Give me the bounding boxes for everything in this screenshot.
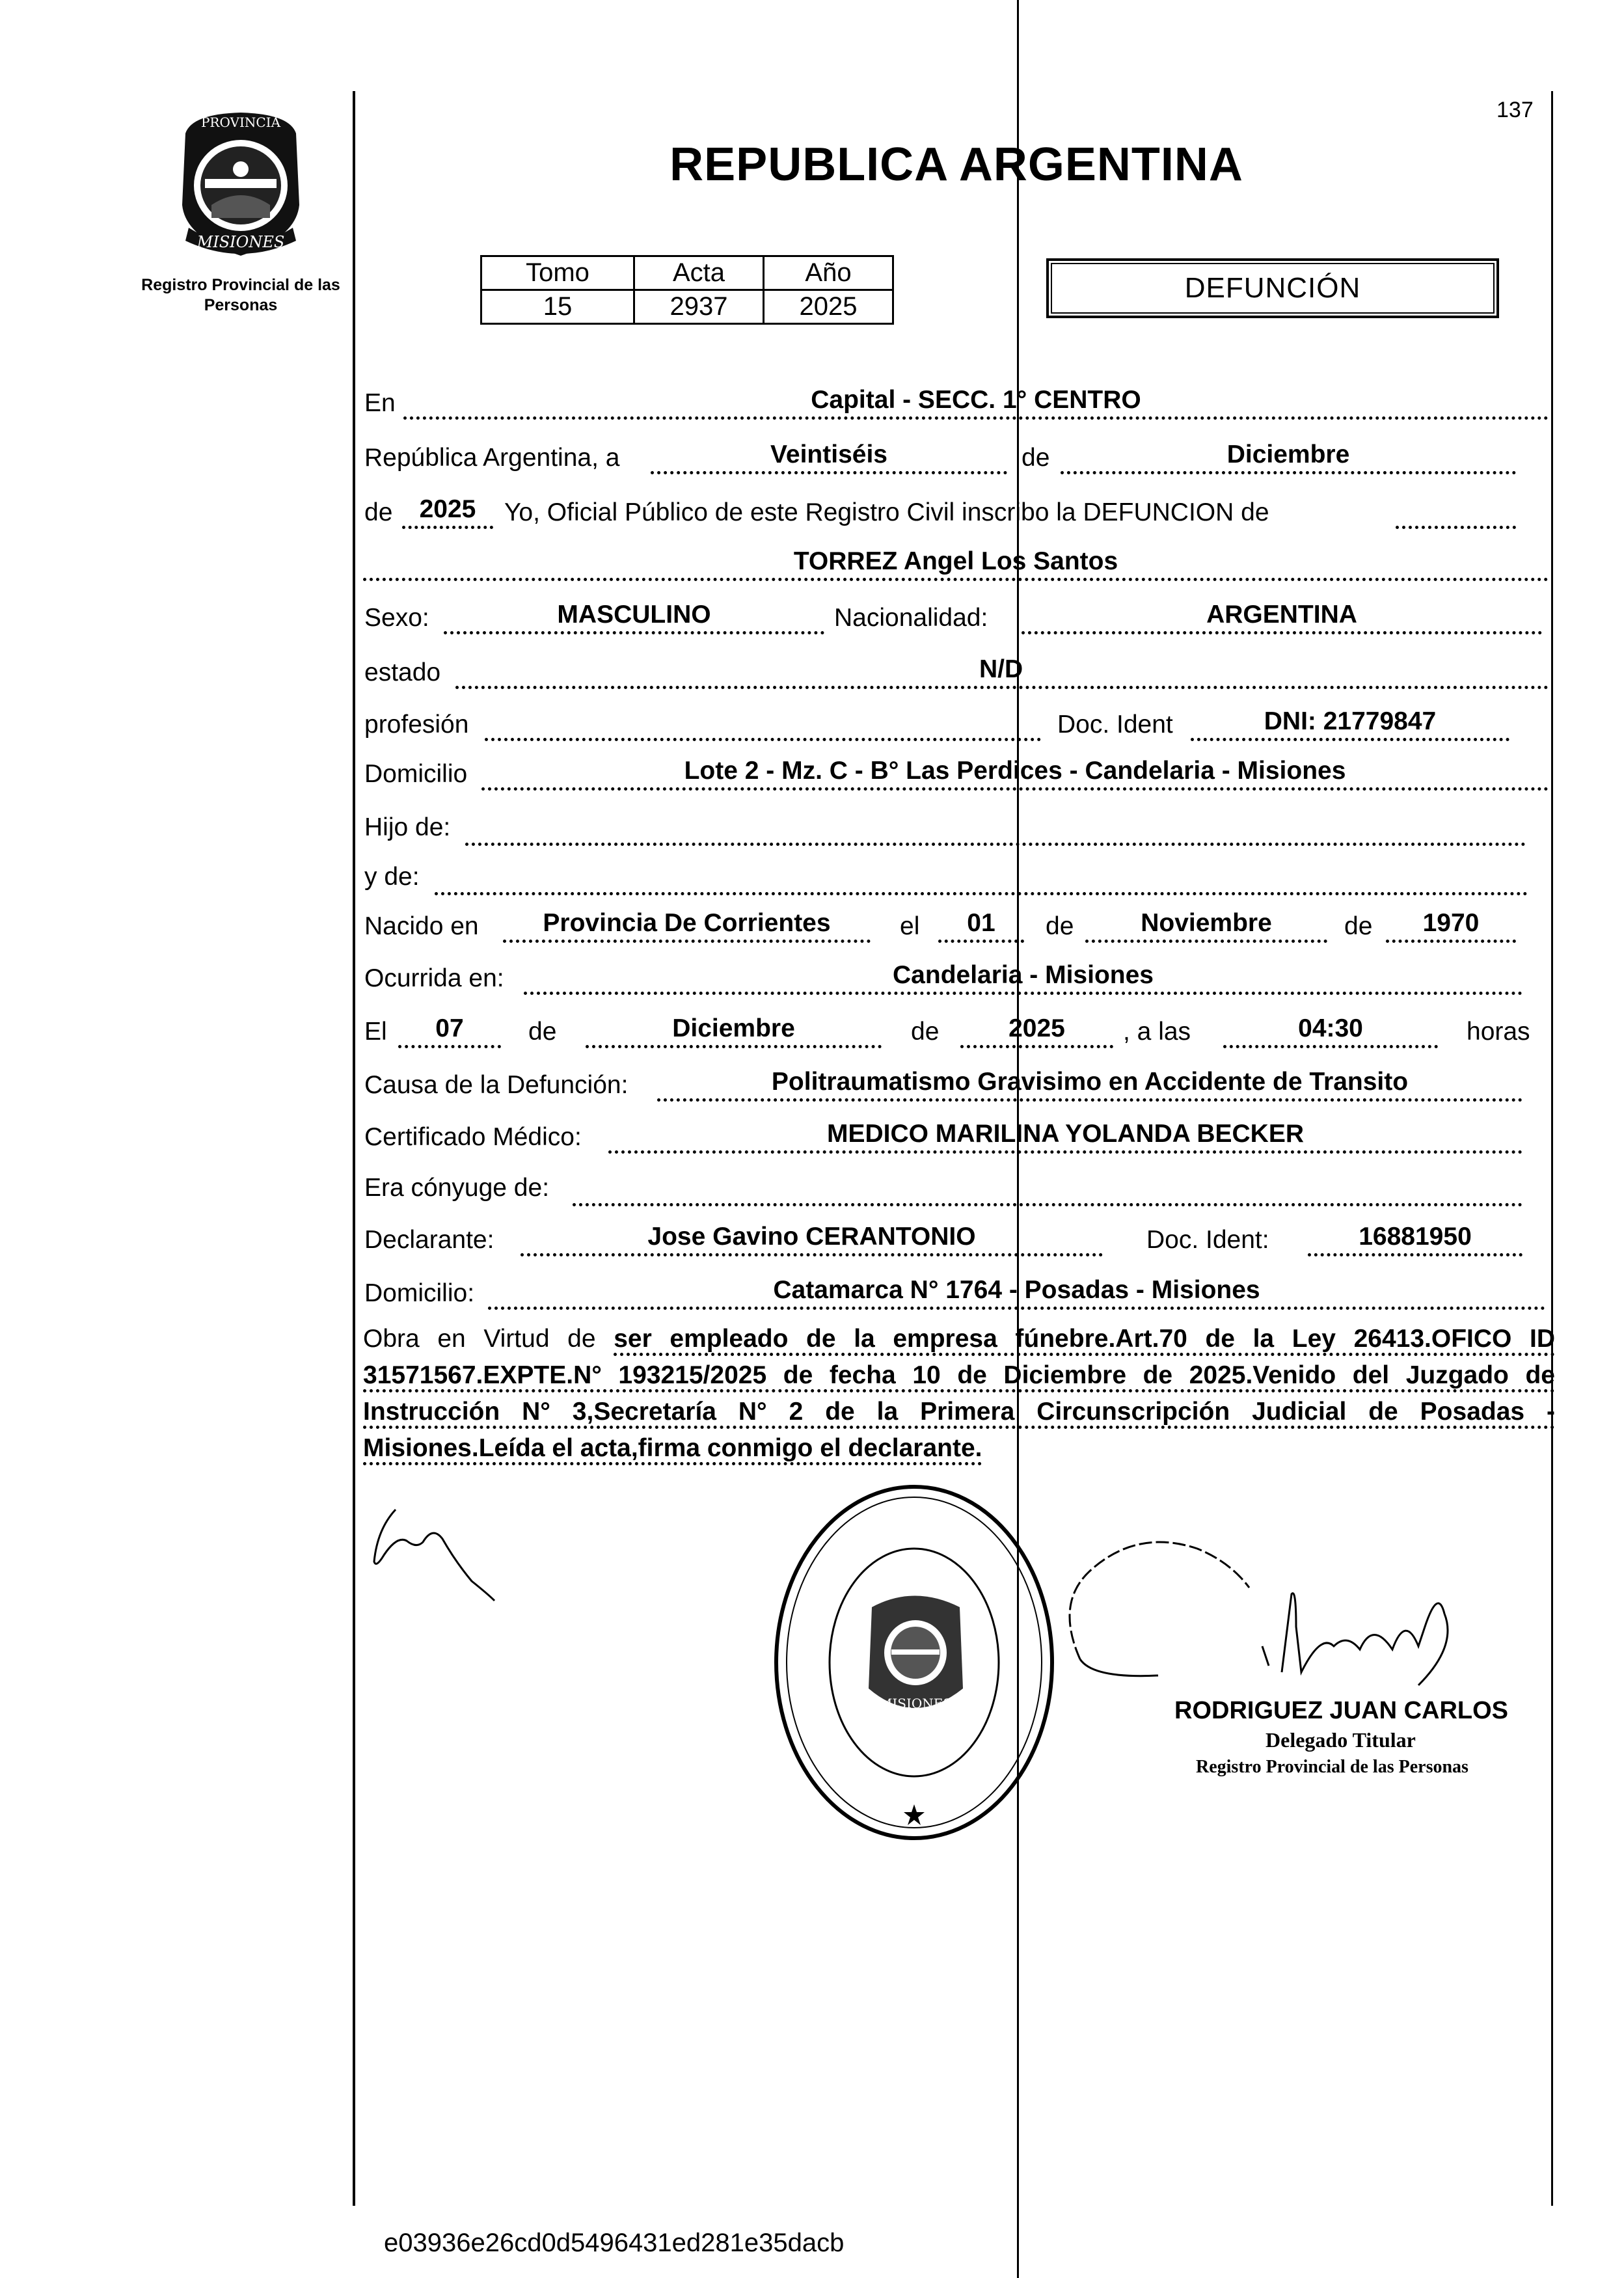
label-certificado: Certificado Médico:: [364, 1123, 582, 1151]
left-margin-line: [353, 91, 355, 2206]
label-horas: horas: [1467, 1018, 1530, 1046]
label-a-las: , a las: [1123, 1018, 1191, 1046]
field-nacionalidad: ARGENTINA: [1022, 599, 1542, 634]
anio-header: Año: [764, 256, 893, 290]
field-hora: 04:30: [1223, 1012, 1438, 1048]
field-y-de: [435, 863, 1528, 895]
field-nac-dia: 01: [938, 907, 1024, 943]
field-anio: 2025: [402, 493, 493, 529]
label-conyuge: Era cónyuge de:: [364, 1174, 550, 1202]
field-def-dia: 07: [398, 1012, 501, 1048]
label-el: el: [900, 912, 920, 940]
official-name: RODRIGUEZ JUAN CARLOS: [1174, 1697, 1509, 1724]
label-profesion: profesión: [364, 711, 469, 739]
label-de-2: de: [364, 498, 393, 526]
field-sexo: MASCULINO: [444, 599, 824, 634]
field-domicilio: Lote 2 - Mz. C - B° Las Perdices - Candelaria - Misiones: [481, 755, 1549, 791]
field-certificado: MEDICO MARILINA YOLANDA BECKER: [608, 1118, 1522, 1154]
label-de-6: de: [911, 1018, 940, 1046]
label-nacido-en: Nacido en: [364, 912, 479, 940]
official-signature: [1054, 1510, 1509, 1718]
official-office: Registro Provincial de las Personas: [1196, 1757, 1468, 1777]
field-causa: Politraumatismo Gravisimo en Accidente de Transito: [657, 1066, 1522, 1102]
tomo-header: Tomo: [481, 256, 634, 290]
label-nacionalidad: Nacionalidad:: [834, 604, 988, 632]
label-obra-en-virtud: Obra en Virtud de: [363, 1325, 596, 1353]
logo-bottom-text: MISIONES: [196, 233, 285, 251]
label-ocurrida-en: Ocurrida en:: [364, 964, 504, 992]
label-de-4: de: [1344, 912, 1373, 940]
field-estado-value: N/D: [979, 655, 1023, 683]
label-domicilio: Domicilio: [364, 760, 468, 788]
obra-en-virtud-paragraph: [363, 1321, 1555, 1467]
field-declarante-domicilio: Catamarca N° 1764 - Posadas - Misiones: [488, 1274, 1545, 1310]
document-hash: e03936e26cd0d5496431ed281e35dacb: [384, 2229, 845, 2257]
seal-inner-text: MISIONES: [878, 1696, 953, 1711]
field-hijo-de: [465, 813, 1526, 846]
label-en: En: [364, 389, 396, 417]
field-dia-letras: Veintiséis: [651, 439, 1007, 474]
field-trailing-blank: [1396, 493, 1516, 529]
label-republica: República Argentina, a: [364, 444, 620, 472]
document-title: REPUBLICA ARGENTINA: [670, 139, 1243, 191]
label-de-3: de: [1046, 912, 1074, 940]
field-ocurrida-en: Candelaria - Misiones: [524, 959, 1522, 995]
label-de-1: de: [1022, 444, 1050, 472]
logo-caption: Registro Provincial de las Personas: [141, 276, 340, 314]
tomo-value: 15: [481, 290, 634, 324]
field-declarante: Jose Gavino CERANTONIO: [521, 1221, 1103, 1256]
label-y-de: y de:: [364, 863, 420, 891]
logo-top-text: PROVINCIA: [200, 115, 281, 130]
province-seal-logo: [166, 107, 316, 260]
label-estado: estado: [364, 658, 441, 686]
book-reference-table: [480, 255, 894, 325]
label-hijo-de: Hijo de:: [364, 813, 451, 841]
field-def-mes: Diciembre: [586, 1012, 882, 1048]
field-dni: DNI: 21779847: [1191, 705, 1509, 741]
right-margin-line: [1551, 91, 1553, 2206]
field-def-anio: 2025: [960, 1012, 1113, 1048]
field-lugar: Capital - SECC. 1° CENTRO: [403, 384, 1549, 420]
field-nombre: TORREZ Angel Los Santos: [363, 545, 1549, 581]
official-role: Delegado Titular: [1265, 1728, 1416, 1752]
field-conyuge: [573, 1174, 1522, 1206]
declarant-signature: [371, 1490, 566, 1620]
obra-en-virtud-text: ser empleado de la empresa fúnebre.Art.70 de la Ley 26413.OFICO ID 31571567.EXPTE.N° 193215/2025 de fecha 10 de Diciembre de 2025.Venido del Juzgado de Instrucción N° 3,Secretaría N° 2 de la Primera Circunscripción Judicial de Posadas - Misiones.Leída el acta,firma conmigo el declarante.: [363, 1325, 1555, 1465]
label-doc-ident: Doc. Ident: [1057, 711, 1173, 739]
page-number: 137: [1496, 98, 1534, 122]
label-yo-text: Yo, Oficial Público de este Registro Civil inscribo la DEFUNCION de: [504, 498, 1269, 526]
label-de-5: de: [528, 1018, 557, 1046]
field-mes: Diciembre: [1061, 439, 1516, 474]
label-doc-ident-2: Doc. Ident:: [1146, 1226, 1269, 1254]
field-nacido-en: Provincia De Corrientes: [503, 907, 871, 943]
label-domicilio-2: Domicilio:: [364, 1279, 475, 1307]
field-nac-anio: 1970: [1386, 907, 1516, 943]
acta-header: Acta: [634, 256, 764, 290]
label-el-cap: El: [364, 1018, 387, 1046]
label-sexo: Sexo:: [364, 604, 429, 632]
field-nac-mes: Noviembre: [1085, 907, 1327, 943]
field-declarante-doc: 16881950: [1308, 1221, 1522, 1256]
field-estado: [455, 653, 1549, 689]
anio-value: 2025: [764, 290, 893, 324]
label-causa: Causa de la Defunción:: [364, 1071, 629, 1099]
field-profesion: [485, 705, 1041, 741]
document-type-box: DEFUNCIÓN: [1046, 258, 1499, 318]
label-declarante: Declarante:: [364, 1226, 494, 1254]
acta-value: 2937: [634, 290, 764, 324]
